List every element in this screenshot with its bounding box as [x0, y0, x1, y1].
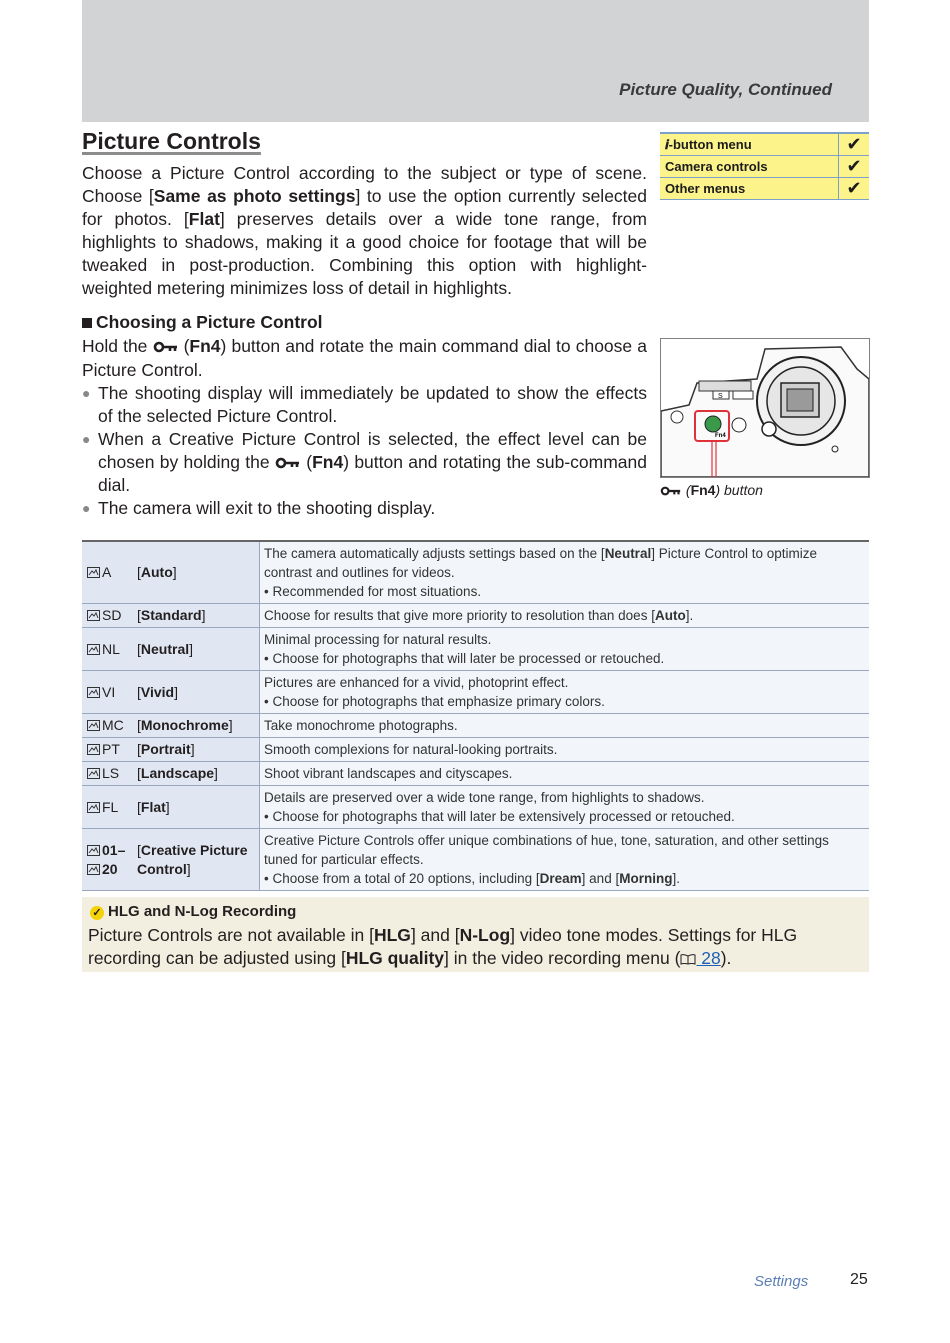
square-bullet-icon: [82, 318, 92, 328]
menu-label: Other menus: [660, 178, 839, 200]
key-icon: [275, 452, 301, 472]
picture-control-name: [Auto]: [133, 541, 260, 604]
camera-illustration: [660, 338, 870, 478]
table-row: [82, 786, 869, 829]
picture-control-icon: SD: [82, 604, 133, 628]
intro-paragraph: Choose a Picture Control according to the subject or type of scene. Choose [Same as photo settings] to use the option currently selected for photos. [Flat] preserves details over a wide tone range, from highlights to shadows, making it a good choice for footage that will be tweaked in post-production. Combining this option with highlight-weighted metering minimizes loss of detail in highlights.: [82, 163, 647, 298]
table-row: [82, 628, 869, 671]
table-row: [82, 671, 869, 714]
picture-control-name: [Flat]: [133, 786, 260, 829]
picture-control-icon: LS: [82, 762, 133, 786]
key-icon: [660, 483, 682, 499]
table-row: [82, 738, 869, 762]
choosing-body: [82, 335, 647, 520]
picture-control-name: [Standard]: [133, 604, 260, 628]
bullet-dot-icon: ●: [82, 499, 91, 516]
picture-control-icon: NL: [82, 628, 133, 671]
choosing-lead: Hold the (Fn4) button and rotate the main command dial to choose a Picture Control.: [82, 336, 647, 380]
note-title: ✓ HLG and N-Log Recording: [90, 903, 296, 920]
note-box: [82, 897, 869, 972]
picture-control-name: [Creative Picture Control]: [133, 829, 260, 891]
menu-row: [660, 133, 869, 156]
check-icon: ✔: [839, 156, 870, 178]
picture-control-description: Smooth complexions for natural-looking portraits.: [260, 738, 870, 762]
picture-control-name: [Landscape]: [133, 762, 260, 786]
running-header: Picture Quality, Continued: [619, 80, 832, 99]
section-title: Picture Controls: [82, 128, 261, 154]
picture-control-description: Pictures are enhanced for a vivid, photoprint effect. • Choose for photographs that emphasize primary colors.: [260, 671, 870, 714]
s-label: S: [718, 393, 723, 400]
picture-control-icon: 01– 20: [82, 829, 133, 891]
picture-control-name: [Monochrome]: [133, 714, 260, 738]
figure-caption: (Fn4) button: [660, 482, 763, 499]
menu-row: [660, 178, 869, 200]
pencil-note-icon: ✓: [90, 906, 104, 920]
menu-label: Camera controls: [660, 156, 839, 178]
table-row: [82, 829, 869, 891]
picture-control-description: Shoot vibrant landscapes and cityscapes.: [260, 762, 870, 786]
check-icon: ✔: [839, 178, 870, 200]
picture-control-description: Take monochrome photographs.: [260, 714, 870, 738]
picture-control-description: Creative Picture Controls offer unique combinations of hue, tone, saturation, and other settings tuned for particular effects. • Choose from a total of 20 options, including [Dream] and [Morning].: [260, 829, 870, 891]
table-row: [82, 541, 869, 604]
table-row: [82, 714, 869, 738]
picture-control-description: Details are preserved over a wide tone range, from highlights to shadows. • Choose for photographs that will later be extensively processed or retouched.: [260, 786, 870, 829]
picture-control-description: The camera automatically adjusts settings based on the [Neutral] Picture Control to optimize contrast and outlines for videos. • Recommended for most situations.: [260, 541, 870, 604]
menu-availability-table: [660, 132, 869, 200]
bullet-item: ● The camera will exit to the shooting display.: [82, 497, 436, 518]
camera-drawing: [661, 339, 869, 477]
picture-control-icon: VI: [82, 671, 133, 714]
table-row: [82, 604, 869, 628]
bullet-item: ● When a Creative Picture Control is selected, the effect level can be chosen by holding the (Fn4) button and rotating the sub-command dial.: [82, 428, 647, 495]
picture-control-description: Choose for results that give more priority to resolution than does [Auto].: [260, 604, 870, 628]
page-link[interactable]: 28: [696, 948, 721, 968]
picture-control-name: [Vivid]: [133, 671, 260, 714]
picture-control-icon: A: [82, 541, 133, 604]
table-row: [82, 762, 869, 786]
bullet-dot-icon: ●: [82, 430, 91, 447]
book-icon: [680, 948, 696, 968]
check-icon: ✔: [839, 133, 870, 156]
key-icon: [153, 336, 179, 359]
picture-control-icon: PT: [82, 738, 133, 762]
picture-control-icon: FL: [82, 786, 133, 829]
picture-control-description: Minimal processing for natural results. • Choose for photographs that will later be processed or retouched.: [260, 628, 870, 671]
fn4-label: Fn4: [715, 433, 726, 439]
picture-control-name: [Neutral]: [133, 628, 260, 671]
page-number: 25: [850, 1271, 868, 1288]
picture-control-table: [82, 540, 869, 891]
footer-section: Settings: [754, 1273, 809, 1290]
menu-row: [660, 156, 869, 178]
key-icon: [275, 457, 301, 469]
menu-label: 𝒊-button menu: [660, 133, 839, 156]
note-text: Picture Controls are not available in [HLG] and [N-Log] video tone modes. Settings for HLG recording can be adjusted using [HLG quality] in the video recording menu ( 28).: [88, 925, 798, 968]
book-icon: [680, 953, 696, 965]
picture-control-name: [Portrait]: [133, 738, 260, 762]
bullet-item: ● The shooting display will immediately be updated to show the effects of the selected Picture Control.: [82, 382, 647, 426]
bullet-list: [82, 382, 647, 520]
picture-control-icon: MC: [82, 714, 133, 738]
bullet-dot-icon: ●: [82, 384, 91, 401]
subsection-title: Choosing a Picture Control: [82, 312, 323, 333]
header-band: [82, 0, 869, 122]
